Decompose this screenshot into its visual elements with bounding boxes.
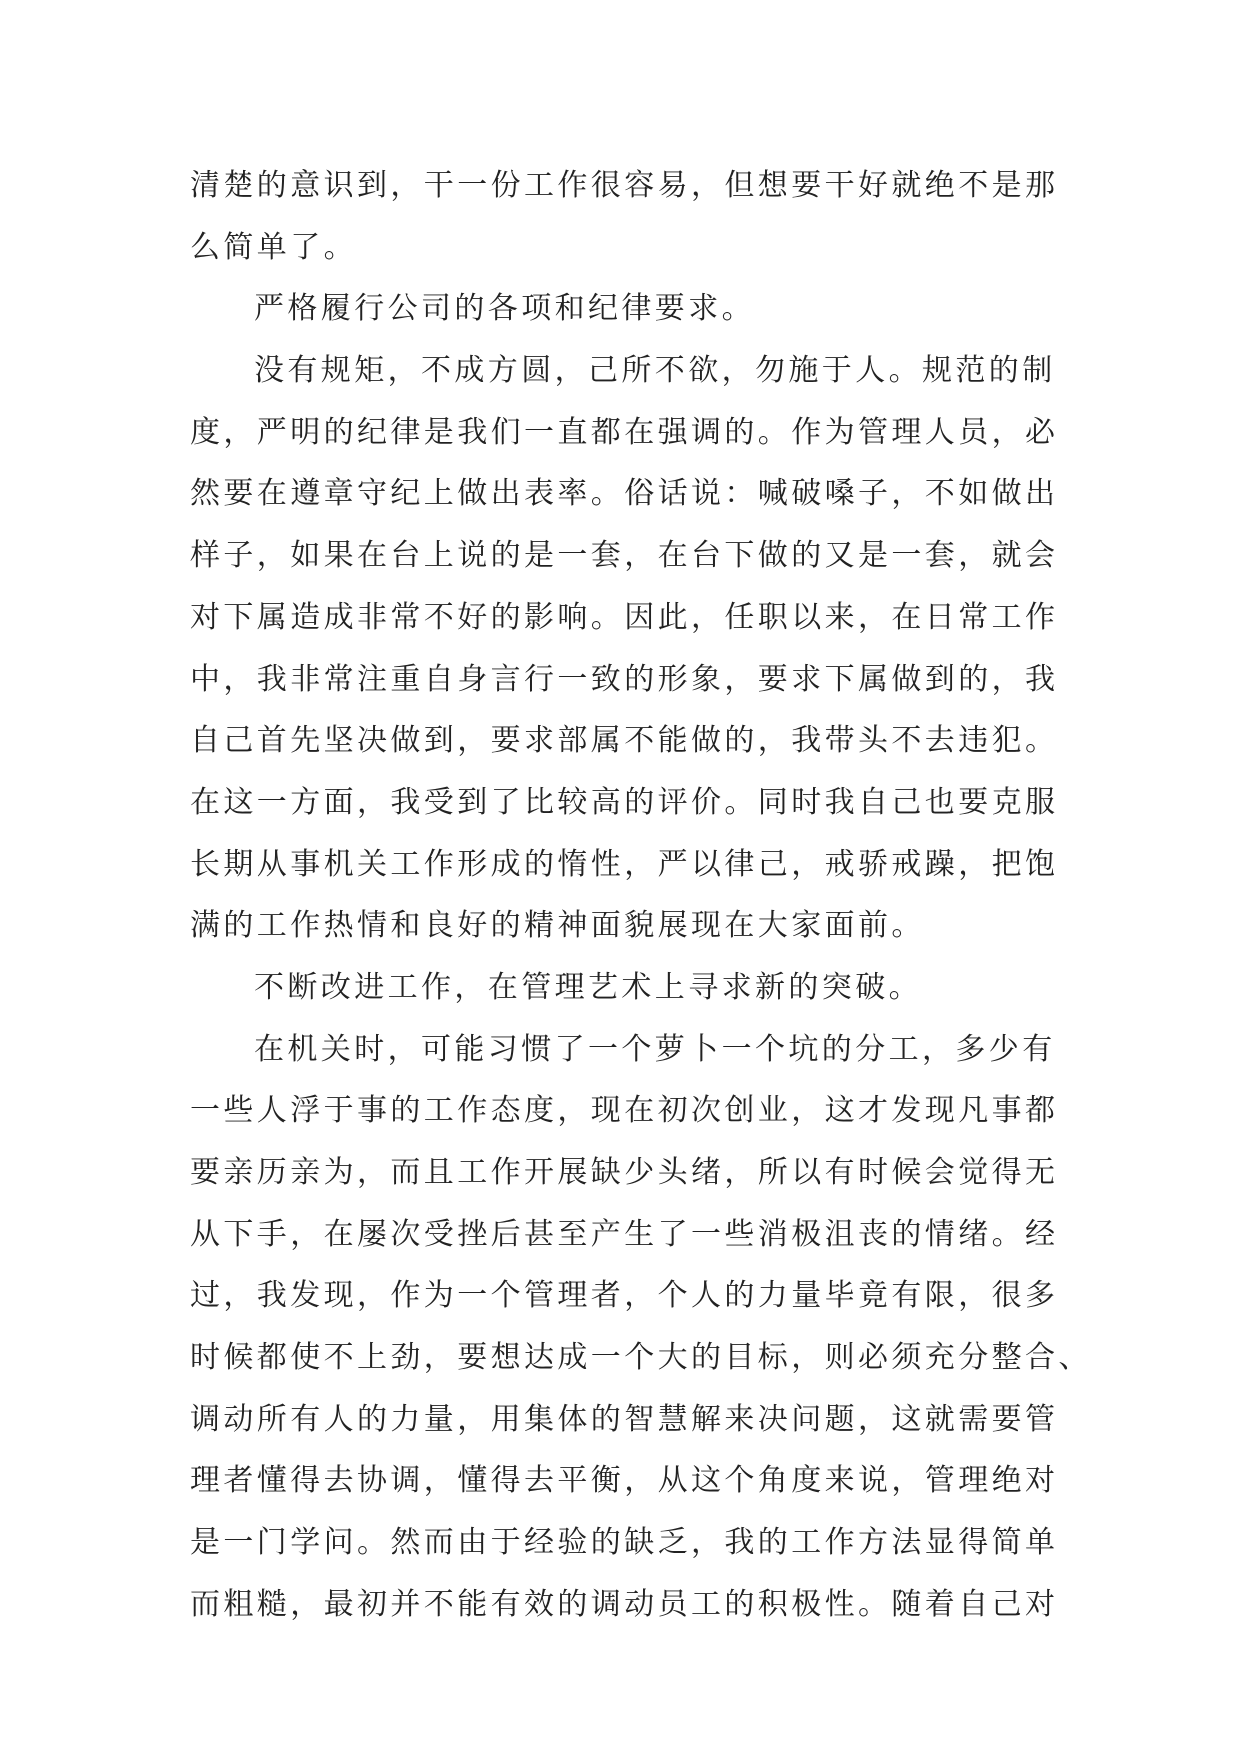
- document-body: [190, 155, 1092, 1636]
- text-line: 然要在遵章守纪上做出表率。俗话说：喊破嗓子，不如做出: [190, 476, 1059, 512]
- text-line: 长期从事机关工作形成的惰性，严以律己，戒骄戒躁，把饱: [190, 846, 1059, 882]
- text-line: 时候都使不上劲，要想达成一个大的目标，则必须充分整合、: [190, 1340, 1092, 1376]
- text-line: 中，我非常注重自身言行一致的形象，要求下属做到的，我: [190, 661, 1059, 697]
- text-line: 是一门学问。然而由于经验的缺乏，我的工作方法显得简单: [190, 1525, 1059, 1561]
- text-line: 理者懂得去协调，懂得去平衡，从这个角度来说，管理绝对: [190, 1463, 1059, 1499]
- section-heading: 不断改进工作，在管理艺术上寻求新的突破。: [254, 969, 922, 1005]
- text-line: 过，我发现，作为一个管理者，个人的力量毕竟有限，很多: [190, 1278, 1059, 1314]
- text-line: 而粗糙，最初并不能有效的调动员工的积极性。随着自己对: [190, 1586, 1059, 1622]
- text-line: 清楚的意识到，干一份工作很容易，但想要干好就绝不是那: [190, 168, 1059, 203]
- text-line: 度，严明的纪律是我们一直都在强调的。作为管理人员，必: [190, 414, 1059, 450]
- text-line: 样子，如果在台上说的是一套，在台下做的又是一套，就会: [190, 538, 1059, 574]
- text-line: 在机关时，可能习惯了一个萝卜一个坑的分工，多少有: [254, 1031, 1056, 1067]
- text-line: 满的工作热情和良好的精神面貌展现在大家面前。: [190, 908, 925, 944]
- text-line: 在这一方面，我受到了比较高的评价。同时我自己也要克服: [190, 784, 1059, 820]
- text-line: 没有规矩，不成方圆，己所不欲，勿施于人。规范的制: [254, 353, 1056, 389]
- section-heading: 严格履行公司的各项和纪律要求。: [254, 291, 755, 327]
- text-line: 要亲历亲为，而且工作开展缺少头绪，所以有时候会觉得无: [190, 1155, 1059, 1190]
- text-line: 从下手，在屡次受挫后甚至产生了一些消极沮丧的情绪。经: [190, 1216, 1059, 1252]
- text-line: 自己首先坚决做到，要求部属不能做的，我带头不去违犯。: [190, 723, 1059, 759]
- text-line: 调动所有人的力量，用集体的智慧解来决问题，这就需要管: [190, 1401, 1059, 1437]
- text-line: 对下属造成非常不好的影响。因此，任职以来，在日常工作: [190, 599, 1059, 635]
- text-line: 一些人浮于事的工作态度，现在初次创业，这才发现凡事都: [190, 1093, 1059, 1129]
- text-line: 么简单了。: [190, 229, 357, 265]
